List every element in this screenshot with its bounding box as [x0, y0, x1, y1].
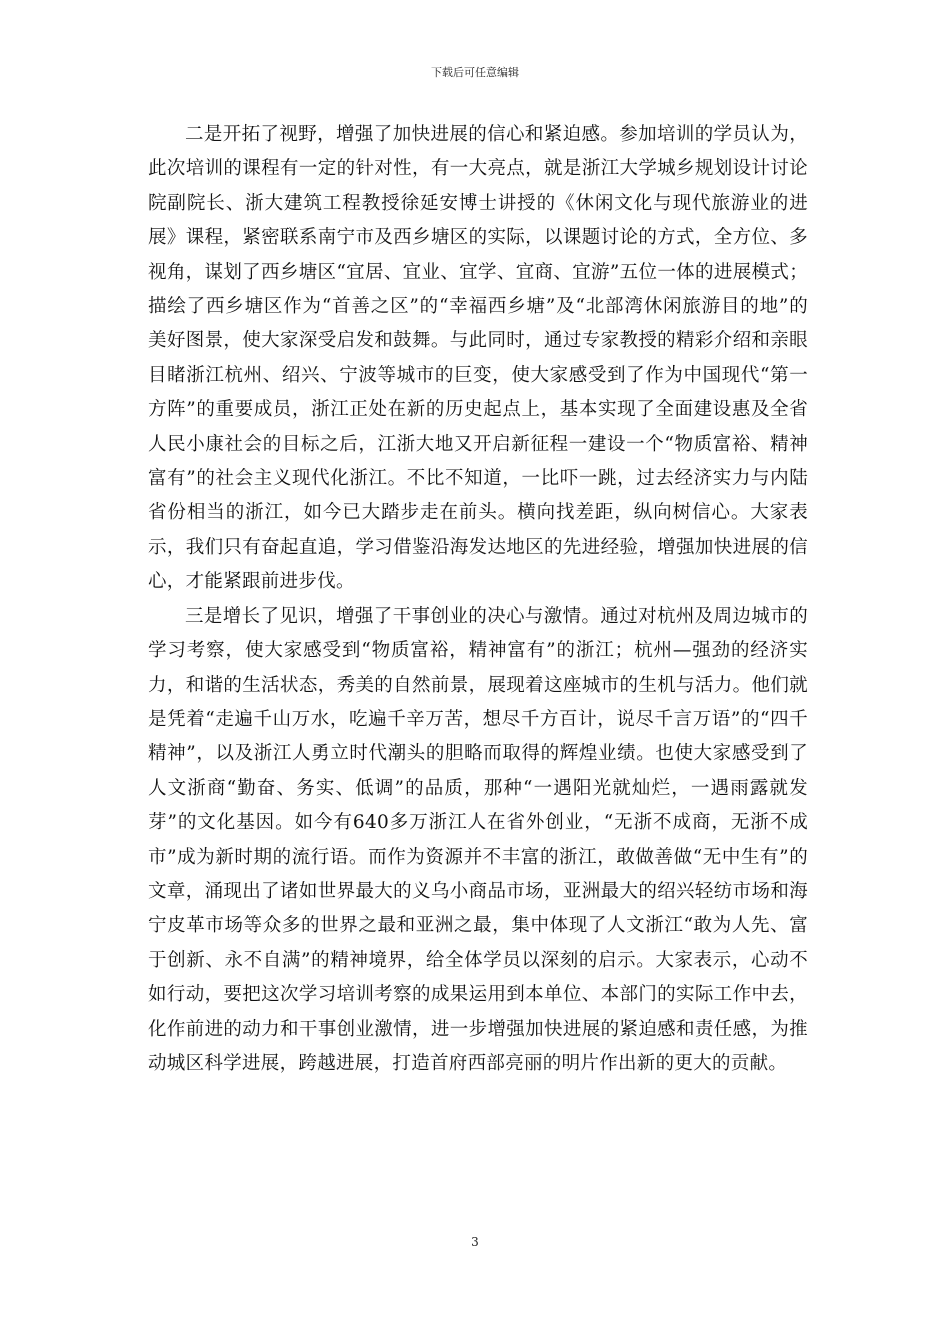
paragraph-broadened-vision: 二是开拓了视野，增强了加快进展的信心和紧迫感。参加培训的学员认为，此次培训的课程有一定的针对性，有一大亮点，就是浙江大学城乡规划设计讨论院副院长、浙大建筑工程教授徐延安博士讲授的《休闲文化与现代旅游业的进展》课程，紧密联系南宁市及西乡塘区的实际，以课题讨论的方式，全方位、多视角，谋划了西乡塘区“宜居、宜业、宜学、宜商、宜游”五位一体的进展模式；描绘了西乡塘区作为“首善之区”的“幸福西乡塘”及“北部湾休闲旅游目的地”的美好图景，使大家深受启发和鼓舞。与此同时，通过专家教授的精彩介绍和亲眼目睹浙江杭州、绍兴、宁波等城市的巨变，使大家感受到了作为中国现代“第一方阵”的重要成员，浙江正处在新的历史起点上，基本实现了全面建设惠及全省人民小康社会的目标之后，江浙大地又开启新征程一建设一个“物质富裕、精神富有”的社会主义现代化浙江。不比不知道，一比吓一跳，过去经济实力与内陆省份相当的浙江，如今已大踏步走在前头。横向找差距，纵向树信心。大家表示，我们只有奋起直追，学习借鉴沿海发达地区的先进经验，增强加快进展的信心，才能紧跟前进步伐。 [148, 124, 808, 593]
page-number: 3 [471, 1235, 479, 1249]
paragraph-increased-knowledge: 三是增长了见识，增强了干事创业的决心与激情。通过对杭州及周边城市的学习考察，使大家感受到“物质富裕，精神富有”的浙江；杭州—强劲的经济实力，和谐的生活状态，秀美的自然前景，展现着这座城市的生机与活力。他们就是凭着“走遍千山万水，吃遍千辛万苦，想尽千方百计，说尽千言万语”的“四千精神”，以及浙江人勇立时代潮头的胆略而取得的辉煌业绩。也使大家感受到了人文浙商“勤奋、务实、低调”的品质，那种“一遇阳光就灿烂，一遇雨露就发芽”的文化基因。如今有640多万浙江人在省外创业，“无浙不成商，无浙不成市”成为新时期的流行语。而作为资源并不丰富的浙江，敢做善做“无中生有”的文章，涌现出了诸如世界最大的义乌小商品市场，亚洲最大的绍兴轻纺市场和海宁皮革市场等众多的世界之最和亚洲之最，集中体现了人文浙江“敢为人先、富于创新、永不自满”的精神境界，给全体学员以深刻的启示。大家表示，心动不如行动，要把这次学习培训考察的成果运用到本单位、本部门的实际工作中去，化作前进的动力和干事创业激情，进一步增强加快进展的紧迫感和责任感，为推动城区科学进展，跨越进展，打造首府西部亮丽的明片作出新的更大的贡献。 [148, 605, 808, 1074]
page-header: 下载后可任意编辑 [431, 66, 519, 79]
document-body [148, 118, 808, 1081]
